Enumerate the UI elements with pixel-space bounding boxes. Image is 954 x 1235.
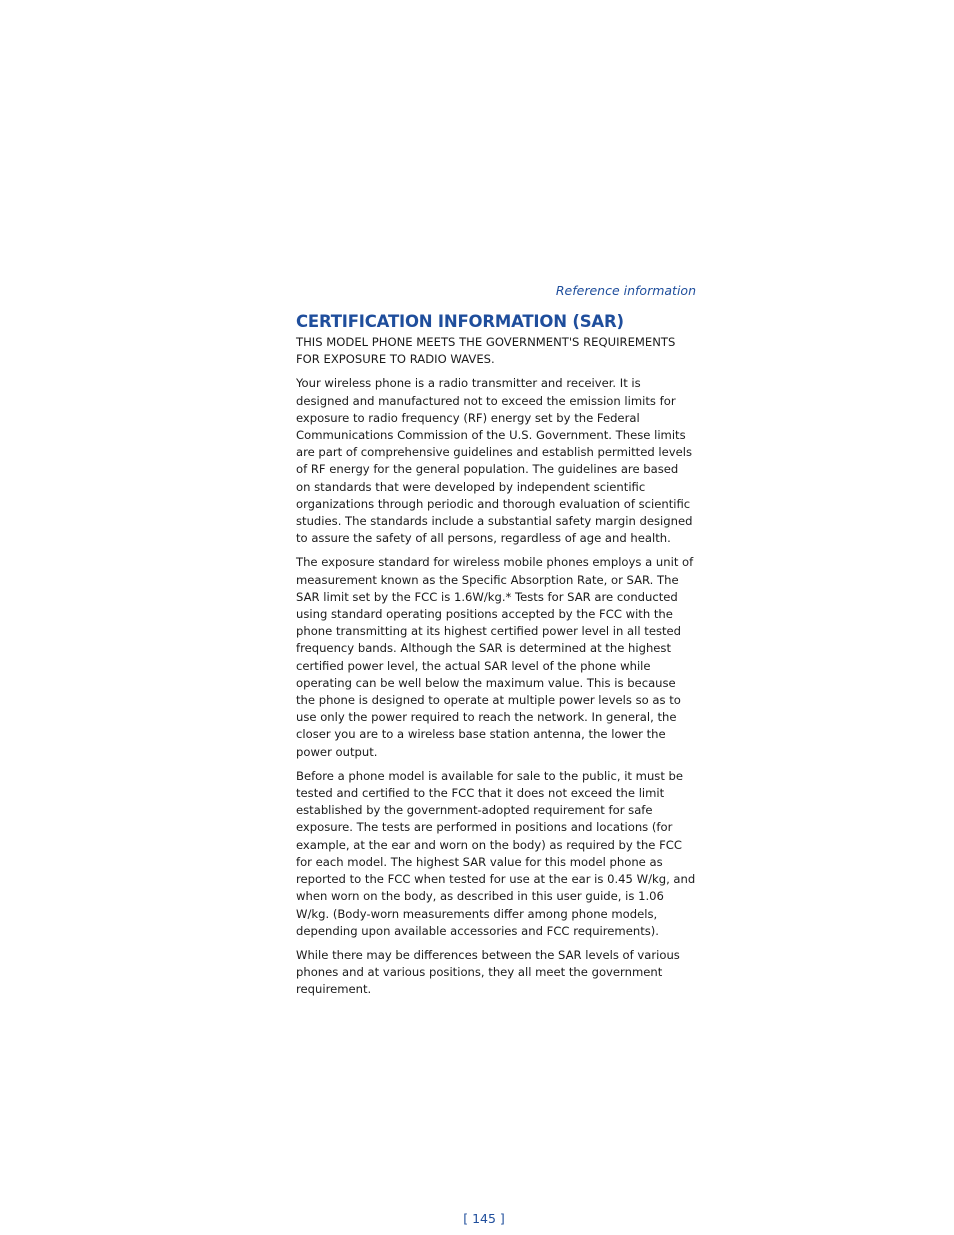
paragraph-sar-standard: The exposure standard for wireless mobile phones employs a unit of measurement known as the Specific Absorption Rate, or SAR. The SAR limit set by the FCC is 1.6W/kg.* Tests for SAR are conducted using standard operating positions accepted by the FCC with the phone transmitting at its highest certified power level in all tested frequency bands. Although the SAR is determined at the highest certified power level, the actual SAR level of the phone while operating can be well below the maximum value. This is because the phone is designed to operate at multiple power levels so as to use only the power required to reach the network. In general, the closer you are to a wireless base station antenna, the lower the power output.: [296, 555, 694, 759]
document-page: [296, 282, 696, 1226]
paragraph-fcc-testing: Before a phone model is available for sale to the public, it must be tested and certified to the FCC that it does not exceed the limit established by the government-adopted requirement for safe exposure. The tests are performed in positions and locations (for example, at the ear and worn on the body) as required by the FCC for each model. The highest SAR value for this model phone as reported to the FCC when tested for use at the ear is 0.45 W/kg, and when worn on the body, as described in this user guide, is 1.06 W/kg. (Body-worn measurements differ among phone models, depending upon available accessories and FCC requirements).: [296, 768, 696, 938]
section-subtitle: THIS MODEL PHONE MEETS THE GOVERNMENT'S REQUIREMENTS FOR EXPOSURE TO RADIO WAVES.: [296, 335, 676, 367]
section-title: CERTIFICATION INFORMATION (SAR): [296, 312, 624, 331]
paragraph-rf-emission-limits: Your wireless phone is a radio transmitter and receiver. It is designed and manufactured not to exceed the emission limits for exposure to radio frequency (RF) energy set by the Federal Communications Commission of the U.S. Government. These limits are part of comprehensive guidelines and establish permitted levels of RF energy for the general population. The guidelines are based on standards that were developed by independent scientific organizations through periodic and thorough evaluation of scientific studies. The standards include a substantial safety margin designed to assure the safety of all persons, regardless of age and health.: [296, 376, 693, 546]
page-number: [ 145 ]: [463, 1211, 505, 1226]
paragraph-sar-differences: While there may be differences between the SAR levels of various phones and at various positions, they all meet the government requirement.: [296, 947, 680, 997]
running-header: Reference information: [555, 283, 696, 298]
